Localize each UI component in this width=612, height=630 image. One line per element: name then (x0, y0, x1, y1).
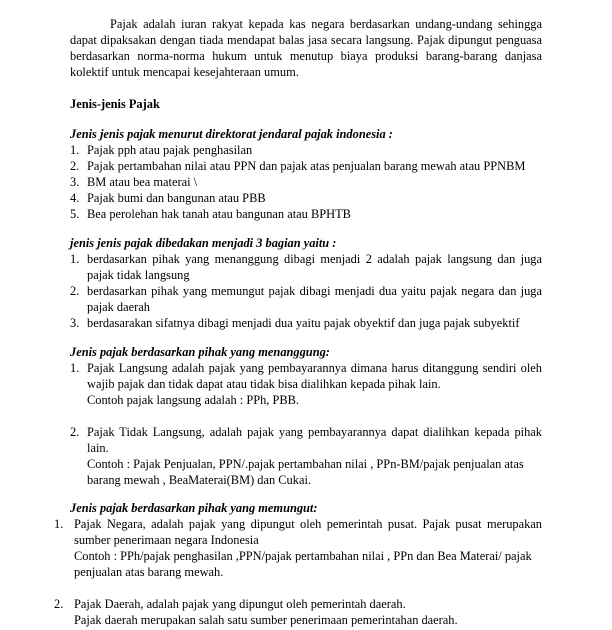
item-text: berdasarkan pihak yang memungut pajak dibagi menjadi dua yaitu pajak negara dan juga pajak daerah (87, 284, 542, 314)
item-number: 2. (70, 284, 80, 298)
item-text: berdasarkan pihak yang menanggung dibagi menjadi 2 adalah pajak langsung dan juga pajak tidak langsung (87, 252, 542, 282)
item-number: 2. (70, 425, 80, 439)
section4-list (54, 516, 542, 628)
item-example: Contoh : PPh/pajak penghasilan ,PPN/pajak pertambahan nilai , PPn dan Bea Materai/ pajak penjualan atas barang mewah. (74, 549, 532, 579)
item-text: Pajak Tidak Langsung, adalah pajak yang pembayarannya dapat dialihkan kepada pihak lain. (87, 425, 542, 455)
item-text: berdasarakan sifatnya dibagi menjadi dua yaitu pajak obyektif dan juga pajak subyektif (87, 316, 520, 330)
item-number: 4. (70, 191, 80, 205)
item-text: BM atau bea materai \ (87, 175, 198, 189)
section1-list (70, 142, 542, 222)
item-number: 5. (70, 207, 80, 221)
item-text: Pajak Negara, adalah pajak yang dipungut oleh pemerintah pusat. Pajak pusat merupakan sumber penerimaan negara Indonesia (74, 517, 542, 547)
list-item (70, 315, 542, 331)
list-item (70, 424, 542, 488)
item-text: Pajak Daerah, adalah pajak yang dipungut oleh pemerintah daerah. (74, 597, 406, 611)
section2-list (70, 251, 542, 331)
list-item (70, 283, 542, 315)
list-item (70, 142, 542, 158)
list-item (70, 190, 542, 206)
section1-title: Jenis jenis pajak menurut direktorat jendaral pajak indonesia : (70, 127, 393, 141)
list-item (70, 251, 542, 283)
item-number: 1. (70, 361, 80, 375)
item-text: Pajak Langsung adalah pajak yang pembayarannya dimana harus ditanggung sendiri oleh wajib pajak dan tidak dapat atau tidak bisa dialihkan kepada pihak lain. (87, 361, 542, 391)
section4-title: Jenis pajak berdasarkan pihak yang memungut: (70, 501, 318, 515)
item-number: 2. (70, 159, 80, 173)
section-heading: Jenis-jenis Pajak (70, 97, 160, 111)
item-example: Contoh pajak langsung adalah : PPh, PBB. (87, 393, 300, 407)
item-text: Pajak pph atau pajak penghasilan (87, 143, 253, 157)
list-item (70, 360, 542, 408)
intro-paragraph: Pajak adalah iuran rakyat kepada kas negara berdasarkan undang-undang sehingga dapat dipaksakan dengan tiada mendapat balas jasa secara langsung. Pajak dipungut penguasa berdasarkan norma-norma hukum untuk menutup biaya produksi barang-barang danjasa kolektif untuk mencapai kesejahteraan umum. (70, 17, 542, 79)
item-number: 1. (54, 517, 64, 531)
section2-title: jenis jenis pajak dibedakan menjadi 3 bagian yaitu : (70, 236, 337, 250)
item-example: Pajak daerah merupakan salah satu sumber penerimaan pemerintahan daerah. (74, 613, 458, 627)
item-example: Contoh : Pajak Penjualan, PPN/.pajak pertambahan nilai , PPn-BM/pajak penjualan atas barang mewah , BeaMaterai(BM) dan Cukai. (87, 457, 524, 487)
item-text: Pajak pertambahan nilai atau PPN dan pajak atas penjualan barang mewah atau PPNBM (87, 159, 526, 173)
item-text: Pajak bumi dan bangunan atau PBB (87, 191, 266, 205)
item-number: 2. (54, 597, 64, 611)
list-item (70, 158, 542, 174)
item-number: 1. (70, 252, 80, 266)
item-text: Bea perolehan hak tanah atau bangunan atau BPHTB (87, 207, 351, 221)
item-number: 3. (70, 316, 80, 330)
list-item (54, 596, 542, 628)
item-number: 1. (70, 143, 80, 157)
section3-list (70, 360, 542, 488)
section3-title: Jenis pajak berdasarkan pihak yang menanggung: (70, 345, 330, 359)
list-item (70, 174, 542, 190)
item-number: 3. (70, 175, 80, 189)
list-item (54, 516, 542, 580)
list-item (70, 206, 542, 222)
